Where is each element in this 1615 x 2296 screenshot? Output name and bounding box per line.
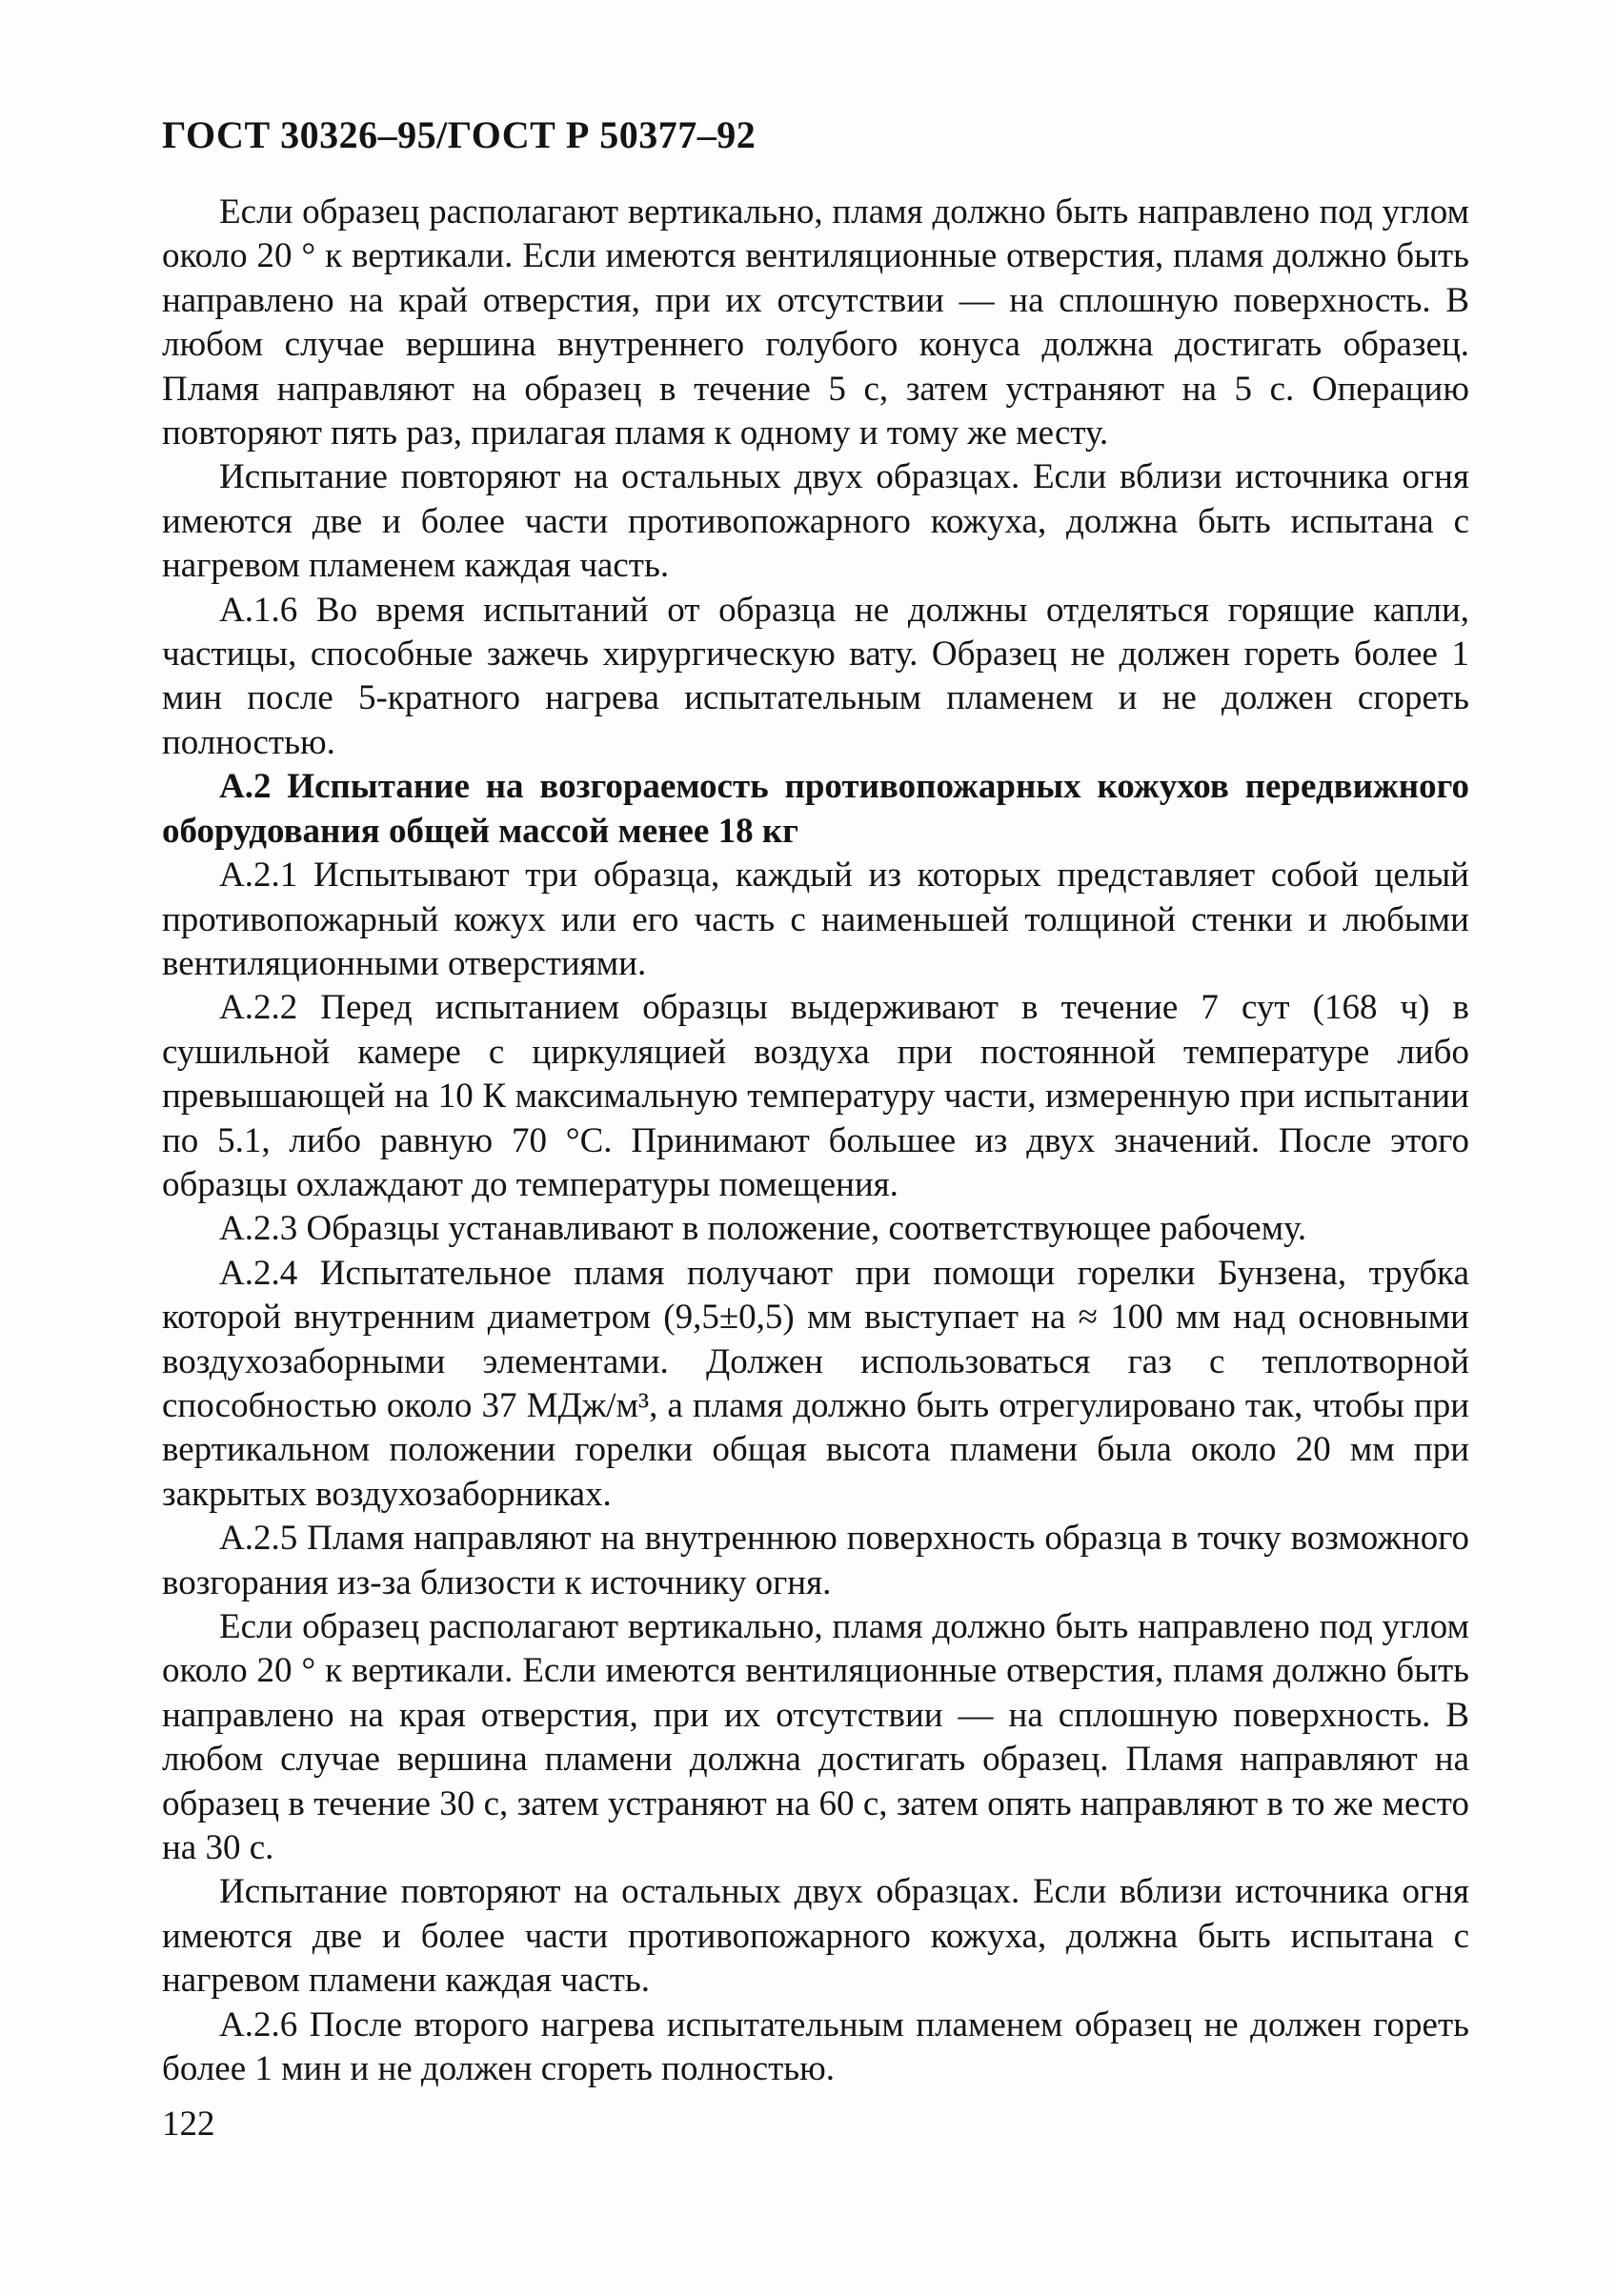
page-number: 122	[162, 2105, 215, 2144]
paragraph-a-2-2: А.2.2 Перед испытанием образцы выдерживают в течение 7 сут (168 ч) в сушильной камере с циркуляцией воздуха при постоянной температуре либо превышающей на 10 К максимальную температуру части, измеренную при испытании по 5.1, либо равную 70 °С. Принимают большее из двух значений. После этого образцы охлаждают до температуры помещения.	[162, 988, 1469, 1204]
paragraph-flame-direction-vertical: Если образец располагают вертикально, пламя должно быть направлено под углом около 20 ° к вертикали. Если имеются вентиляционные отверстия, пламя должно быть направлено на край отверстия, при их отсутствии — на сплошную поверхность. В любом случае вершина внутреннего голубого конуса должна достигать образец. Пламя направляют на образец в течение 5 с, затем устраняют на 5 с. Операцию повторяют пять раз, прилагая пламя к одному и тому же месту.	[162, 192, 1469, 453]
paragraph-a-2-5: А.2.5 Пламя направляют на внутреннюю поверхность образца в точку возможного возгорания из-за близости к источнику огня.	[162, 1519, 1469, 1602]
paragraph-repeat-test-2: Испытание повторяют на остальных двух образцах. Если вблизи источника огня имеются две и более части противопожарного кожуха, должна быть испытана с нагревом пламени каждая часть.	[162, 1872, 1469, 2001]
paragraph-a-1-6: А.1.6 Во время испытаний от образца не должны отделяться горящие капли, частицы, способные зажечь хирургическую вату. Образец не должен гореть более 1 мин после 5-кратного нагрева испытательным пламенем и не должен сгореть полностью.	[162, 590, 1469, 762]
paragraph-a-2-3: А.2.3 Образцы устанавливают в положение, соответствующее рабочему.	[219, 1209, 1307, 1249]
paragraph-a-2-1: А.2.1 Испытывают три образца, каждый из которых представляет собой целый противопожарный кожух или его часть с наименьшей толщиной стенки и любыми вентиляционными отверстиями.	[162, 856, 1469, 983]
document-header: ГОСТ 30326–95/ГОСТ Р 50377–92	[162, 113, 757, 156]
paragraph-repeat-test: Испытание повторяют на остальных двух образцах. Если вблизи источника огня имеются две и более части противопожарного кожуха, должна быть испытана с нагревом пламенем каждая часть.	[162, 457, 1469, 586]
paragraph-a-2-4: А.2.4 Испытательное пламя получают при помощи горелки Бунзена, трубка которой внутренним диаметром (9,5±0,5) мм выступает на ≈ 100 мм над основными воздухозаборными элементами. Должен использоваться газ с теплотворной способностью около 37 МДж/м³, а пламя должно быть отрегулировано так, чтобы при вертикальном положении горелки общая высота пламени была около 20 мм при закрытых воздухозаборниках.	[162, 1253, 1469, 1514]
document-body	[162, 191, 1469, 2091]
paragraph-a-2-6: А.2.6 После второго нагрева испытательным пламенем образец не должен гореть более 1 мин и не должен сгореть полностью.	[162, 2004, 1469, 2089]
paragraph-flame-direction-vertical-2: Если образец располагают вертикально, пламя должно быть направлено под углом около 20 ° к вертикали. Если имеются вентиляционные отверстия, пламя должно быть направлено на края отверстия, при их отсутствии — на сплошную поверхность. В любом случае вершина пламени должна достигать образец. Пламя направляют на образец в течение 30 с, затем устраняют на 60 с, затем опять направляют в то же место на 30 с.	[162, 1607, 1469, 1868]
section-heading-a-2: А.2 Испытание на возгораемость противопожарных кожухов передвижного оборудования общей массой менее 18 кг	[162, 767, 1469, 851]
